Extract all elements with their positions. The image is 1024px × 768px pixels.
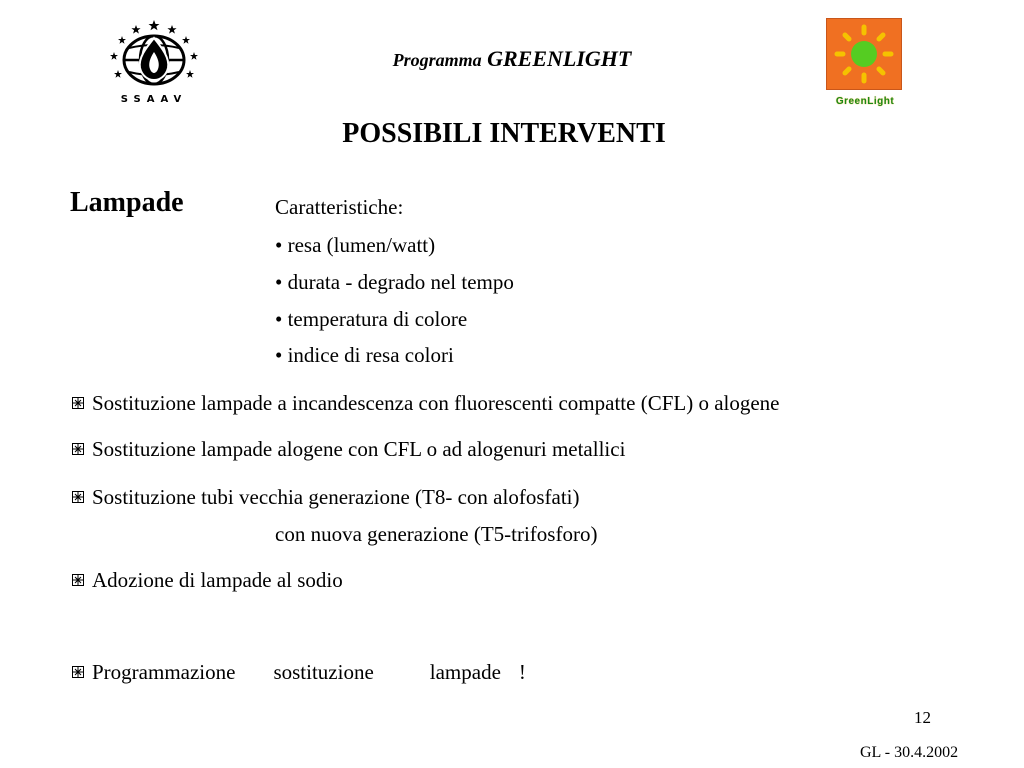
action-item — [72, 484, 579, 510]
program-name: GREENLIGHT — [487, 46, 632, 71]
svg-text:SSAAV: SSAAV — [120, 94, 188, 104]
action-word: ! — [518, 660, 526, 684]
action-item — [72, 390, 780, 416]
cross-box-icon — [72, 436, 84, 448]
action-item — [72, 436, 625, 462]
action-word: Programmazione — [92, 660, 236, 684]
greenlight-logo — [822, 16, 908, 114]
program-prefix: Programma — [392, 50, 482, 70]
characteristic-item: • temperatura di colore — [275, 307, 468, 331]
cross-box-icon — [72, 567, 84, 579]
action-continuation: con nuova generazione (T5-trifosforo) — [275, 522, 598, 546]
action-text: Sostituzione lampade a incandescenza con fluorescenti compatte (CFL) o alogene — [92, 391, 780, 415]
cross-box-icon — [72, 390, 84, 402]
action-item — [72, 567, 343, 593]
action-word: sostituzione — [273, 660, 374, 684]
action-text: Sostituzione tubi vecchia generazione (T8- con alofosfati) — [92, 485, 580, 509]
action-item — [72, 659, 526, 685]
page-number: 12 — [914, 708, 931, 727]
section-label: Lampade — [70, 187, 184, 218]
sun-icon — [827, 19, 901, 89]
characteristic-item: • resa (lumen/watt) — [275, 233, 436, 257]
greenlight-wordmark: GreenLight — [835, 96, 895, 107]
action-text: Adozione di lampade al sodio — [92, 568, 343, 592]
action-text: Sostituzione lampade alogene con CFL o ad alogenuri metallici — [92, 437, 626, 461]
cross-box-icon — [72, 659, 84, 671]
cross-box-icon — [72, 484, 84, 496]
characteristic-item: • indice di resa colori — [275, 343, 454, 367]
greenlight-logo-box — [826, 18, 902, 90]
action-word: lampade — [429, 660, 501, 684]
characteristics-title: Caratteristiche: — [275, 195, 404, 219]
footer-date: GL - 30.4.2002 — [860, 744, 959, 761]
slide-title: POSSIBILI INTERVENTI — [342, 118, 666, 149]
characteristic-item: • durata - degrado nel tempo — [275, 270, 514, 294]
